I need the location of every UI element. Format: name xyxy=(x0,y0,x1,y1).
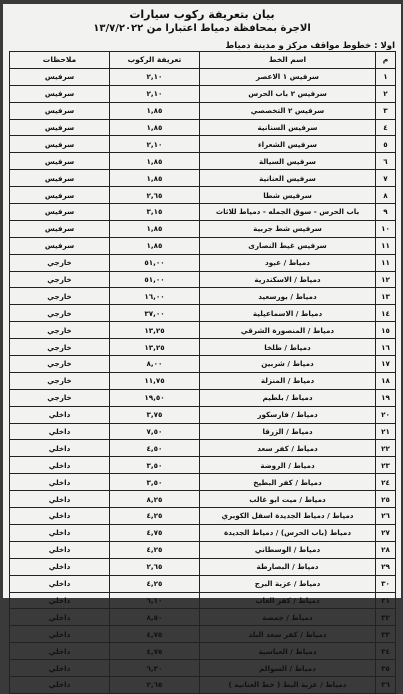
row-number: ٢٨ xyxy=(376,541,396,558)
table-row xyxy=(10,305,396,322)
route-name: دمياط / طلخا xyxy=(200,339,376,356)
row-number: ١٣ xyxy=(376,288,396,305)
fare-value: ١٦,٠٠ xyxy=(110,288,200,305)
table-row xyxy=(10,119,396,136)
row-number: ١٦ xyxy=(376,339,396,356)
row-number: ٤ xyxy=(376,119,396,136)
route-name: دمياط / دمياط الجديدة اسفل الكوبري xyxy=(200,508,376,525)
table-row xyxy=(10,558,396,575)
row-number: ٣٥ xyxy=(376,660,396,677)
service-type: داخلي xyxy=(10,660,110,677)
fare-value: ٢,٦٥ xyxy=(110,187,200,204)
service-type: داخلي xyxy=(10,406,110,423)
service-type: داخلي xyxy=(10,609,110,626)
fare-value: ٣,٧٥ xyxy=(110,406,200,423)
fare-value: ٢,١٠ xyxy=(110,85,200,102)
service-type: سرفيس xyxy=(10,136,110,153)
table-row xyxy=(10,541,396,558)
service-type: خارجي xyxy=(10,322,110,339)
route-name: سرفيس السيالة xyxy=(200,153,376,170)
row-number: ٢٠ xyxy=(376,406,396,423)
table-row xyxy=(10,592,396,609)
table-row xyxy=(10,524,396,541)
fare-value: ٢,١٠ xyxy=(110,68,200,85)
fare-value: ٤,٢٥ xyxy=(110,541,200,558)
fare-value: ١٣,٢٥ xyxy=(110,322,200,339)
service-type: سرفيس xyxy=(10,237,110,254)
row-number: ١٢ xyxy=(376,271,396,288)
row-number: ١٥ xyxy=(376,322,396,339)
column-header-line: اسم الخط xyxy=(200,52,376,69)
fare-value: ١,٨٥ xyxy=(110,170,200,187)
service-type: داخلي xyxy=(10,575,110,592)
route-name: دمياط / كفر الغاب xyxy=(200,592,376,609)
row-number: ٣٣ xyxy=(376,626,396,643)
table-row xyxy=(10,491,396,508)
fare-value: ١,٨٥ xyxy=(110,119,200,136)
fare-value: ٤,٧٥ xyxy=(110,524,200,541)
row-number: ٢٧ xyxy=(376,524,396,541)
service-type: خارجي xyxy=(10,271,110,288)
fare-value: ٤,٥٠ xyxy=(110,440,200,457)
document-title: بيان بتعريفة ركوب سيارات xyxy=(129,8,275,21)
fare-value: ٣,٥٠ xyxy=(110,457,200,474)
row-number: ١٧ xyxy=(376,356,396,373)
route-name: دمياط / فارسكور xyxy=(200,406,376,423)
route-name: دمياط / المنصورة الشرقي xyxy=(200,322,376,339)
service-type: داخلي xyxy=(10,592,110,609)
fare-value: ١,٨٥ xyxy=(110,102,200,119)
service-type: خارجي xyxy=(10,254,110,271)
table-row xyxy=(10,204,396,221)
fare-value: ٨,٥٠ xyxy=(110,609,200,626)
service-type: سرفيس xyxy=(10,85,110,102)
table-row xyxy=(10,372,396,389)
service-type: سرفيس xyxy=(10,220,110,237)
table-row xyxy=(10,237,396,254)
fare-value: ٤,٧٥ xyxy=(110,626,200,643)
route-name: دمياط / عزبة البط ( خط العنانية ) xyxy=(200,676,376,693)
table-row xyxy=(10,389,396,406)
table-row xyxy=(10,474,396,491)
service-type: خارجي xyxy=(10,305,110,322)
fare-value: ٢,٦٥ xyxy=(110,676,200,693)
table-row xyxy=(10,288,396,305)
section-heading: اولا : خطوط مواقف مركز و مدينة دمياط xyxy=(225,41,395,51)
service-type: داخلي xyxy=(10,423,110,440)
table-row xyxy=(10,609,396,626)
fare-value: ٧,٥٠ xyxy=(110,423,200,440)
route-name: دمياط / عزبة البرج xyxy=(200,575,376,592)
service-type: داخلي xyxy=(10,676,110,693)
service-type: سرفيس xyxy=(10,153,110,170)
table-row xyxy=(10,423,396,440)
service-type: سرفيس xyxy=(10,102,110,119)
fare-value: ٣,٥٠ xyxy=(110,474,200,491)
fare-value: ١,٨٥ xyxy=(110,153,200,170)
route-name: دمياط / كفر البطيخ xyxy=(200,474,376,491)
table-row xyxy=(10,676,396,693)
service-type: داخلي xyxy=(10,558,110,575)
table-row xyxy=(10,85,396,102)
route-name: سرفيس شطا xyxy=(200,187,376,204)
route-name: دمياط / كفر سعد البلد xyxy=(200,626,376,643)
route-name: سرفيس الشعراء xyxy=(200,136,376,153)
route-name: دمياط / الزرقا xyxy=(200,423,376,440)
service-type: داخلي xyxy=(10,626,110,643)
fare-table xyxy=(9,51,396,694)
service-type: خارجي xyxy=(10,372,110,389)
row-number: ٣٦ xyxy=(376,676,396,693)
row-number: ٢ xyxy=(376,85,396,102)
row-number: ٣٢ xyxy=(376,609,396,626)
service-type: داخلي xyxy=(10,491,110,508)
row-number: ٩ xyxy=(376,204,396,221)
row-number: ٢٩ xyxy=(376,558,396,575)
fare-value: ٢,٦٥ xyxy=(110,558,200,575)
route-name: دمياط / السوالم xyxy=(200,660,376,677)
table-row xyxy=(10,271,396,288)
fare-value: ٨,٠٠ xyxy=(110,356,200,373)
fare-value: ٦,١٠ xyxy=(110,592,200,609)
row-number: ٧ xyxy=(376,170,396,187)
row-number: ١١ xyxy=(376,254,396,271)
table-row xyxy=(10,170,396,187)
fare-value: ١,٨٥ xyxy=(110,220,200,237)
table-row xyxy=(10,457,396,474)
route-name: دمياط / عبود xyxy=(200,254,376,271)
fare-value: ٤,٢٥ xyxy=(110,575,200,592)
row-number: ٢٤ xyxy=(376,474,396,491)
route-name: دمياط / بورسعيد xyxy=(200,288,376,305)
table-row xyxy=(10,643,396,660)
table-row xyxy=(10,626,396,643)
fare-value: ١٩,٥٠ xyxy=(110,389,200,406)
row-number: ٢٢ xyxy=(376,440,396,457)
service-type: خارجي xyxy=(10,356,110,373)
route-name: سرفيس ٢ باب الحرس xyxy=(200,85,376,102)
service-type: سرفيس xyxy=(10,187,110,204)
fare-value: ٨,٢٥ xyxy=(110,491,200,508)
fare-value: ٣٧,٠٠ xyxy=(110,305,200,322)
route-name: دمياط / المنزلة xyxy=(200,372,376,389)
service-type: سرفيس xyxy=(10,119,110,136)
fare-value: ٦,٣٠ xyxy=(110,660,200,677)
route-name: دمياط / الاسكندرية xyxy=(200,271,376,288)
fare-value: ٢,١٠ xyxy=(110,136,200,153)
table-row xyxy=(10,322,396,339)
row-number: ١٩ xyxy=(376,389,396,406)
column-header-note: ملاحظات xyxy=(10,52,110,69)
route-name: باب الحرس - سوق الجمله - دمياط للاثاث xyxy=(200,204,376,221)
table-row xyxy=(10,339,396,356)
fare-value: ٥١,٠٠ xyxy=(110,271,200,288)
service-type: داخلي xyxy=(10,508,110,525)
route-name: دمياط / شربين xyxy=(200,356,376,373)
table-row xyxy=(10,187,396,204)
service-type: داخلي xyxy=(10,474,110,491)
table-header-row xyxy=(10,52,396,69)
service-type: داخلي xyxy=(10,541,110,558)
service-type: داخلي xyxy=(10,457,110,474)
fare-value: ٣,١٥ xyxy=(110,204,200,221)
row-number: ٢٣ xyxy=(376,457,396,474)
route-name: دمياط / بلطيم xyxy=(200,389,376,406)
fare-value: ٤,٢٥ xyxy=(110,508,200,525)
route-name: دمياط / الاسماعيلية xyxy=(200,305,376,322)
table-row xyxy=(10,508,396,525)
fare-value: ١٣,٢٥ xyxy=(110,339,200,356)
route-name: سرفيس العنانية xyxy=(200,170,376,187)
service-type: داخلي xyxy=(10,440,110,457)
table-row xyxy=(10,406,396,423)
route-name: سرفيس ١ الاعصر xyxy=(200,68,376,85)
row-number: ٢٦ xyxy=(376,508,396,525)
row-number: ٣١ xyxy=(376,592,396,609)
document-subtitle: الاجرة بمحافظة دمياط اعتبارا من ١٣/٧/٢٠٢٢ xyxy=(93,23,311,34)
route-name: سرفيس شط جربية xyxy=(200,220,376,237)
fare-document xyxy=(3,4,401,690)
fare-value: ٤,٧٥ xyxy=(110,643,200,660)
route-name: سرفيس ٢ التخصصي xyxy=(200,102,376,119)
row-number: ٣ xyxy=(376,102,396,119)
service-type: سرفيس xyxy=(10,68,110,85)
service-type: خارجي xyxy=(10,288,110,305)
table-row xyxy=(10,440,396,457)
route-name: دمياط / كفر سعد xyxy=(200,440,376,457)
table-body xyxy=(10,68,396,693)
route-name: دمياط / جمصة xyxy=(200,609,376,626)
service-type: داخلي xyxy=(10,524,110,541)
route-name: سرفيس السنانية xyxy=(200,119,376,136)
row-number: ٣٠ xyxy=(376,575,396,592)
row-number: ١١ xyxy=(376,237,396,254)
fare-value: ٥١,٠٠ xyxy=(110,254,200,271)
service-type: سرفيس xyxy=(10,170,110,187)
route-name: دمياط / الوسطاني xyxy=(200,541,376,558)
row-number: ١٠ xyxy=(376,220,396,237)
route-name: دمياط / ميت ابو غالب xyxy=(200,491,376,508)
column-header-fare: تعريفة الركوب xyxy=(110,52,200,69)
row-number: ٦ xyxy=(376,153,396,170)
route-name: دمياط / العباسية xyxy=(200,643,376,660)
row-number: ٥ xyxy=(376,136,396,153)
route-name: دمياط / الروضة xyxy=(200,457,376,474)
table-row xyxy=(10,356,396,373)
row-number: ١٤ xyxy=(376,305,396,322)
fare-value: ١,٨٥ xyxy=(110,237,200,254)
route-name: سرفيس غيط النصارى xyxy=(200,237,376,254)
service-type: سرفيس xyxy=(10,204,110,221)
table-row xyxy=(10,68,396,85)
row-number: ٨ xyxy=(376,187,396,204)
table-row xyxy=(10,102,396,119)
row-number: ٢١ xyxy=(376,423,396,440)
row-number: ١٨ xyxy=(376,372,396,389)
row-number: ٣٤ xyxy=(376,643,396,660)
column-header-num: م xyxy=(376,52,396,69)
table-row xyxy=(10,575,396,592)
table-row xyxy=(10,660,396,677)
table-row xyxy=(10,153,396,170)
service-type: خارجي xyxy=(10,339,110,356)
table-row xyxy=(10,254,396,271)
row-number: ٢٥ xyxy=(376,491,396,508)
service-type: خارجي xyxy=(10,389,110,406)
service-type: داخلي xyxy=(10,643,110,660)
row-number: ١ xyxy=(376,68,396,85)
fare-value: ١١,٧٥ xyxy=(110,372,200,389)
table-row xyxy=(10,136,396,153)
route-name: دمياط / البصارطة xyxy=(200,558,376,575)
route-name: دمياط (باب الحرس) / دمياط الجديدة xyxy=(200,524,376,541)
table-row xyxy=(10,220,396,237)
